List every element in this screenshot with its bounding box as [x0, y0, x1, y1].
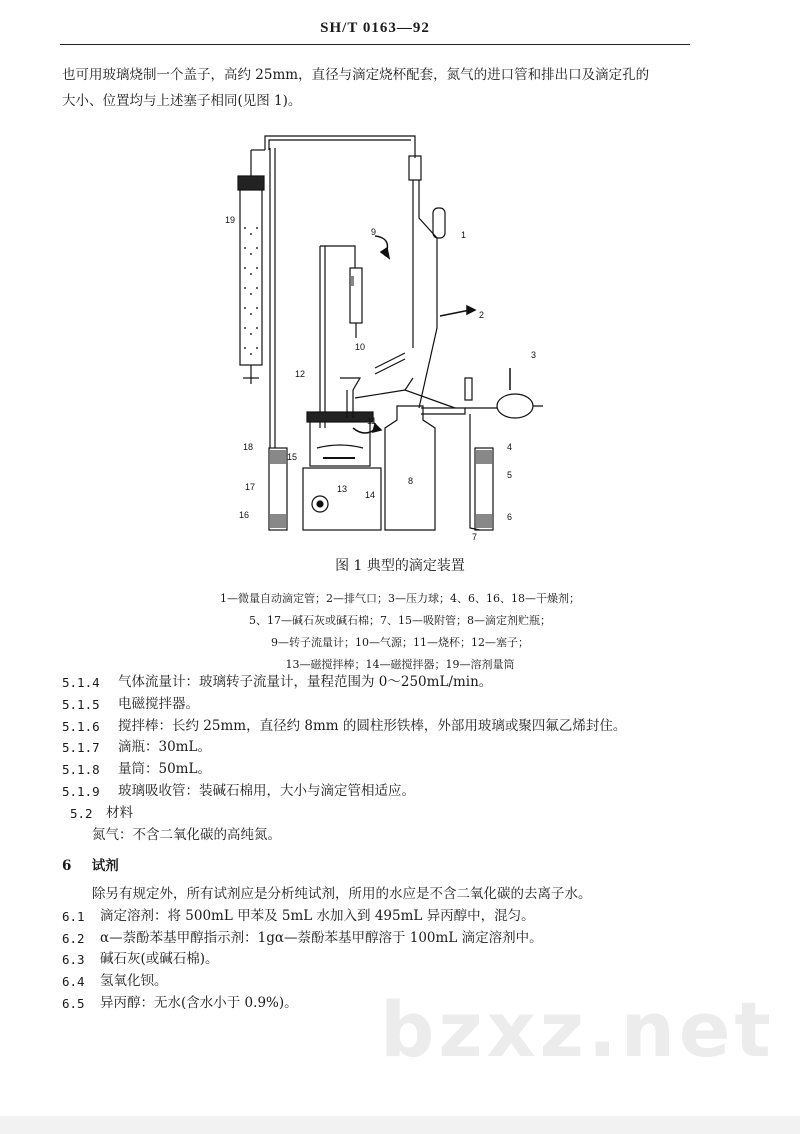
callout-10: 10	[355, 342, 366, 352]
reagent-number: 6.3	[62, 952, 85, 968]
clause-number: 5.1.9	[62, 783, 100, 799]
callout-9: 9	[371, 227, 377, 237]
clause-text: 气体流量计：玻璃转子流量计，量程范围为 0～250mL/min。	[118, 674, 493, 690]
clause-row	[62, 737, 702, 759]
clause-text: 材料	[106, 804, 133, 821]
clause-number: 5.2	[70, 805, 93, 821]
callout-3: 3	[531, 350, 537, 360]
section-number: 6	[62, 858, 72, 874]
callout-14: 14	[365, 490, 376, 500]
reagent-number: 6.5	[62, 995, 85, 1011]
clause-number: 5.1.4	[62, 675, 100, 690]
clause-number: 5.1.5	[62, 696, 100, 712]
legend-line: 5、17—碱石灰或碱石棉；7、15—吸附管；8—滴定剂贮瓶；	[249, 614, 551, 627]
materials-note: 氮气：不含二氧化碳的高纯氮。	[92, 826, 281, 843]
callout-7: 7	[472, 532, 478, 542]
callout-5: 5	[507, 470, 513, 480]
section-title: 试剂	[91, 858, 119, 874]
callout-6: 6	[507, 512, 513, 522]
clause-row	[62, 672, 702, 694]
legend-line: 9—转子流量计；10—气源；11—烧杯；12—塞子；	[271, 636, 529, 649]
clause-row	[62, 694, 702, 716]
reagent-number: 6.1	[62, 908, 85, 924]
clause-row	[62, 716, 702, 738]
clause-number: 5.1.6	[62, 718, 100, 734]
clause-row	[62, 803, 702, 825]
page-bottom-band	[0, 1116, 800, 1134]
solvent-cylinder	[238, 150, 265, 384]
callout-15: 15	[287, 452, 298, 462]
legend-line: 13—磁搅拌棒；14—磁搅拌器；19—溶剂量筒	[285, 658, 515, 671]
reagent-text: 氢氧化钡。	[100, 973, 168, 990]
callout-11: 11	[367, 416, 377, 426]
reagent-row	[62, 949, 702, 971]
callout-16: 16	[239, 510, 250, 520]
materials-note-row	[62, 825, 702, 847]
clause-list	[62, 672, 702, 846]
clause-text: 搅拌棒：长约 25mm，直径约 8mm 的圆柱形铁棒，外部用玻璃或聚四氟乙烯封住。	[118, 717, 627, 734]
titration-beaker	[307, 412, 373, 466]
section-intro: 除另有规定外，所有试剂应是分析纯试剂，所用的水应是不含二氧化碳的去离子水。	[92, 886, 592, 902]
clause-number: 5.1.7	[62, 740, 100, 756]
reagent-text: α—萘酚苯基甲醇指示剂：1gα—萘酚苯基甲醇溶于 100mL 滴定溶剂中。	[100, 929, 543, 946]
legend-line: 1—微量自动滴定管；2—排气口；3—压力球；4、6、16、18—干燥剂；	[220, 592, 580, 605]
micro-burette	[409, 156, 445, 408]
clause-row	[62, 781, 702, 803]
section-intro-row	[62, 884, 702, 906]
titration-apparatus-figure	[225, 128, 565, 543]
reagent-row	[62, 906, 702, 928]
callout-19: 19	[225, 215, 236, 225]
callout-12: 12	[295, 369, 306, 379]
reagent-row	[62, 928, 702, 950]
page-header: SH/T 0163—92	[320, 20, 430, 36]
header-rule	[60, 44, 690, 45]
intro-line-1: 也可用玻璃烧制一个盖子，高约 25mm，直径与滴定烧杯配套，氮气的进口管和排出口及滴定孔的	[62, 67, 650, 83]
titrant-reservoir	[385, 406, 435, 530]
clause-row	[62, 759, 702, 781]
figure-title: 图 1 典型的滴定装置	[335, 558, 465, 574]
clause-text: 滴瓶：30mL。	[118, 739, 211, 756]
callout-4: 4	[507, 442, 513, 452]
reagent-text: 异丙醇：无水(含水小于 0.9%)。	[100, 994, 298, 1011]
clause-text: 量筒：50mL。	[118, 761, 211, 778]
callout-8: 8	[408, 476, 414, 486]
clause-text: 玻璃吸收管：装碱石棉用，大小与滴定管相适应。	[118, 782, 415, 799]
reagent-number: 6.4	[62, 974, 85, 990]
callout-2: 2	[479, 310, 485, 320]
reagent-text: 碱石灰(或碱石棉)。	[100, 951, 219, 968]
callout-17: 17	[245, 482, 256, 492]
reagent-number: 6.2	[62, 930, 85, 946]
callout-1: 1	[461, 230, 467, 240]
watermark: bzxz.net	[380, 985, 775, 1074]
intro-paragraph	[62, 62, 692, 114]
reagent-text: 滴定溶剂：将 500mL 甲苯及 5mL 水加入到 495mL 异丙醇中，混匀。	[100, 907, 535, 924]
clause-text: 电磁搅拌器。	[118, 695, 199, 712]
callout-13: 13	[337, 484, 348, 494]
clause-number: 5.1.8	[62, 762, 100, 778]
intro-line-2: 大小、位置均与上述塞子相同(见图 1)。	[62, 93, 302, 109]
callout-18: 18	[243, 442, 254, 452]
figure-legend	[0, 588, 800, 676]
solvent-liquid-dots	[244, 227, 258, 355]
section-6-heading	[62, 854, 702, 874]
